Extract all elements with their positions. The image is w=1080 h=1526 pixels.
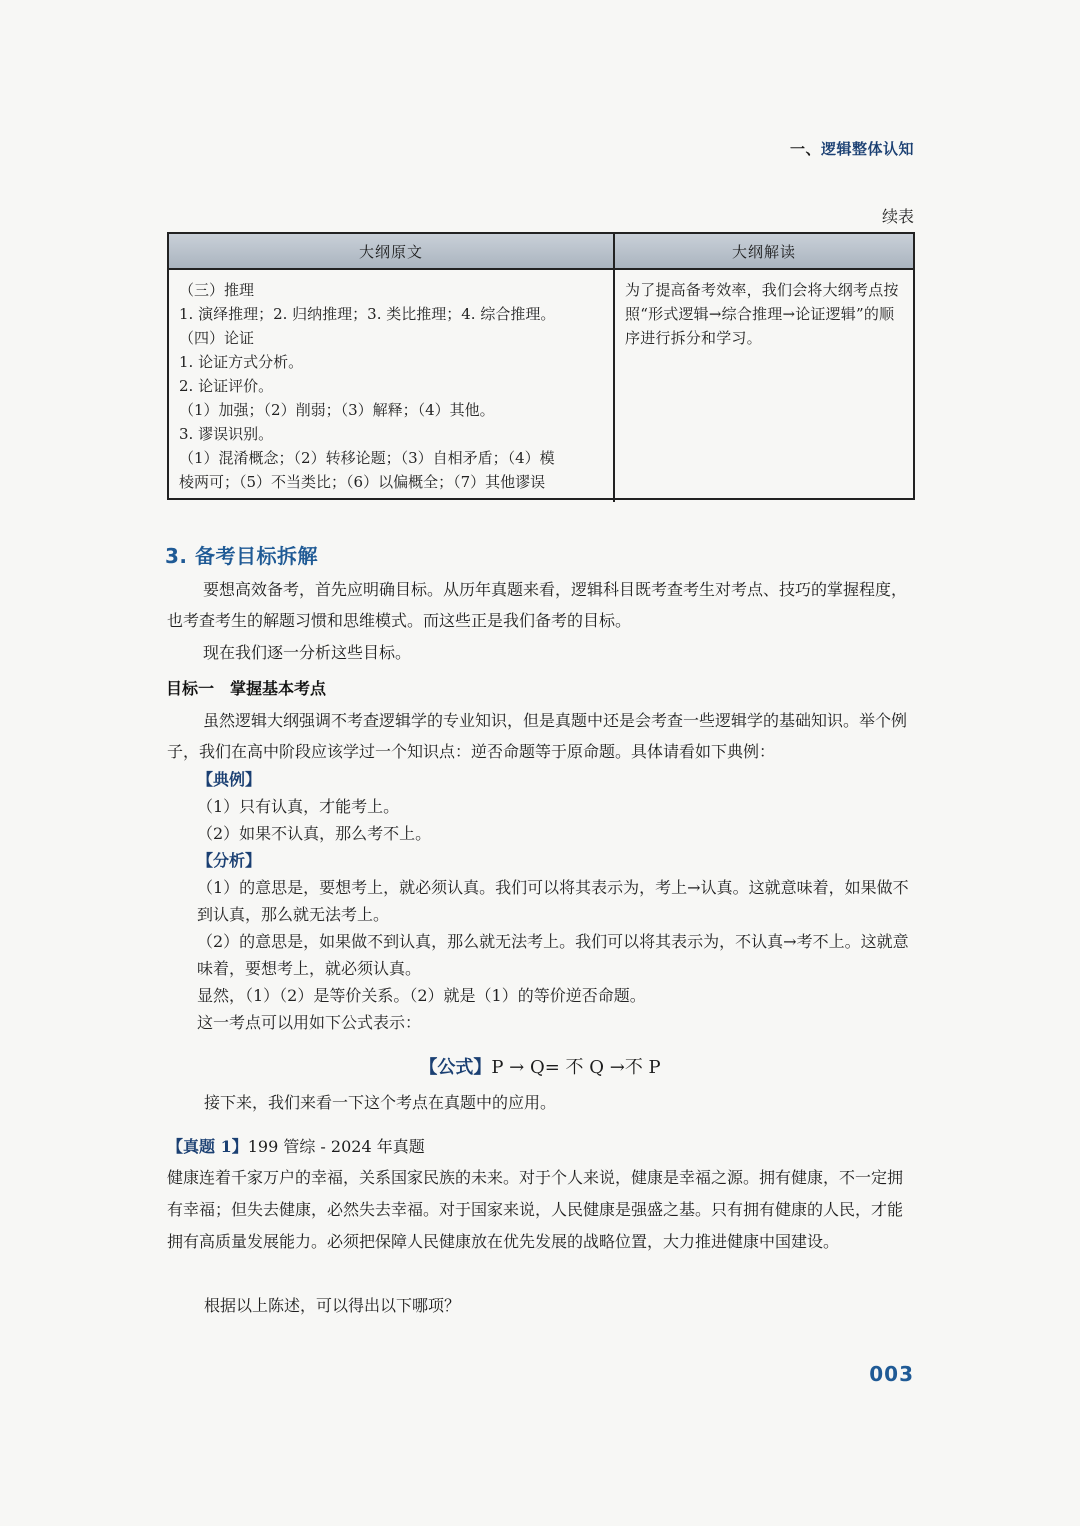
running-head-number: 一、 <box>789 140 821 158</box>
analysis-label: 【分析】 <box>197 851 262 870</box>
table-line: （1）加强；（2）削弱；（3）解释；（4）其他。 <box>179 401 495 419</box>
table-line: 1. 演绎推理；2. 归纳推理；3. 类比推理；4. 综合推理。 <box>179 305 556 323</box>
table-line: 棱两可；（5）不当类比；（6）以偏概全；（7）其他谬误 <box>179 473 546 491</box>
table-line: 1. 论证方式分析。 <box>179 353 304 371</box>
table-line: （1）混淆概念；（2）转移论题；（3）自相矛盾；（4）模 <box>179 449 555 467</box>
exam-passage: 健康连着千家万户的幸福，关系国家民族的未来。对于个人来说，健康是幸福之源。拥有健康，不一定拥有幸福；但失去健康，必然失去幸福。对于国家来说，人民健康是强盛之基。只有拥有健康的人民，才能拥有高质量发展能力。必须把保障人民健康放在优先发展的战略位置，大力推进健康中国建设。 <box>167 1168 904 1251</box>
paragraph-analysis-intro: 现在我们逐一分析这些目标。 <box>203 643 412 662</box>
continued-table-label: 续表 <box>881 207 914 226</box>
section-heading: 3. 备考目标拆解 <box>165 544 318 568</box>
table-line: 3. 谬误识别。 <box>179 425 274 443</box>
analysis-text: （2）的意思是，如果做不到认真，那么就无法考上。我们可以将其表示为，不认真→考不上。这就意味着，要想考上，就必须认真。 <box>197 932 909 978</box>
exam-source: 199 管综 - 2024 年真题 <box>247 1137 425 1156</box>
formula-label: 【公式】 <box>419 1057 492 1078</box>
table-header-original: 大纲原文 <box>169 234 615 270</box>
formula-expression: P → Q= 不 Q →不 P <box>491 1057 661 1078</box>
interpretation-text: 为了提高备考效率，我们会将大纲考点按照“形式逻辑→综合推理→论证逻辑”的顺序进行拆分和学习。 <box>625 281 899 347</box>
analysis-text: 这一考点可以用如下公式表示： <box>197 1013 422 1032</box>
syllabus-table <box>167 232 915 500</box>
table-line: （四）论证 <box>179 329 255 347</box>
table-line: （三）推理 <box>179 281 255 299</box>
example-item: （2）如果不认真，那么考不上。 <box>197 824 432 843</box>
goal-heading <box>166 676 326 699</box>
formula <box>0 1053 1080 1079</box>
paragraph-goal-one: 虽然逻辑大纲强调不考查逻辑学的专业知识，但是真题中还是会考查一些逻辑学的基础知识。举个例子，我们在高中阶段应该学过一个知识点：逆否命题等于原命题。具体请看如下典例： <box>167 711 908 761</box>
running-head <box>790 138 914 159</box>
analysis-text: 显然，（1）（2）是等价关系。（2）就是（1）的等价逆否命题。 <box>197 986 646 1005</box>
paragraph-goals-intro: 要想高效备考，首先应明确目标。从历年真题来看，逻辑科目既考查考生对考点、技巧的掌握程度，也考查考生的解题习惯和思维模式。而这些正是我们备考的目标。 <box>167 580 908 630</box>
table-cell-interpretation <box>615 270 913 502</box>
table-cell-original <box>169 270 615 502</box>
exam-question: 根据以上陈述，可以得出以下哪项？ <box>204 1296 461 1315</box>
goal-title: 掌握基本考点 <box>230 679 327 698</box>
analysis-text: （1）的意思是，要想考上，就必须认真。我们可以将其表示为，考上→认真。这就意味着，如果做不到认真，那么就无法考上。 <box>197 878 909 924</box>
running-head-title: 逻辑整体认知 <box>820 140 914 158</box>
paragraph-transition: 接下来，我们来看一下这个考点在真题中的应用。 <box>204 1093 557 1112</box>
exam-question-heading <box>167 1134 425 1157</box>
goal-label: 目标一 <box>166 679 215 698</box>
page-number: 003 <box>869 1362 914 1386</box>
example-item: （1）只有认真，才能考上。 <box>197 797 400 816</box>
example-block <box>197 766 915 1036</box>
table-header-interpretation: 大纲解读 <box>615 234 913 270</box>
table-line: 2. 论证评价。 <box>179 377 274 395</box>
example-label: 【典例】 <box>197 770 262 789</box>
exam-label: 【真题 1】 <box>167 1137 248 1156</box>
